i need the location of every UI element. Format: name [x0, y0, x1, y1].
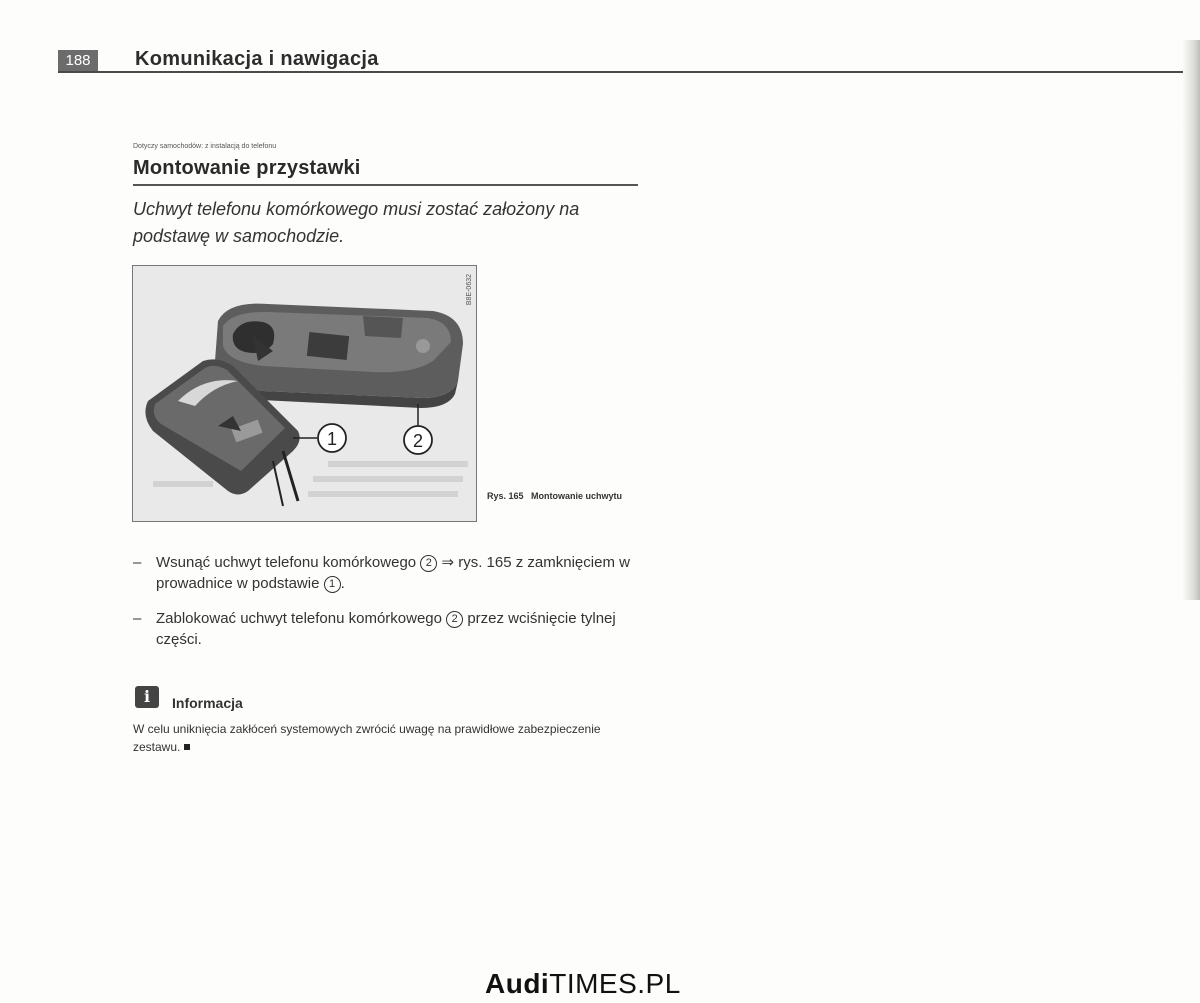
end-of-section-mark: [184, 744, 190, 750]
page-edge-shadow: [1182, 40, 1200, 600]
chapter-title: Komunikacja i nawigacja: [135, 48, 379, 70]
figure-phone-holder: [132, 265, 477, 522]
page-number: 188: [58, 50, 98, 71]
step-item: [133, 552, 643, 594]
step-dash: –: [133, 554, 142, 571]
reference-circle: 1: [324, 576, 341, 593]
section-title: Montowanie przystawki: [133, 157, 361, 179]
brand-bold: Audi: [485, 968, 550, 999]
step-text: Zablokować uchwyt telefonu komórkowego: [156, 610, 442, 627]
header-divider: [58, 71, 1183, 73]
callout-2-label: 2: [412, 431, 424, 451]
figure-caption: [487, 490, 637, 502]
caption-label: Rys. 165: [487, 491, 524, 501]
step-text: ⇒ rys. 165 z zamknięciem w prowadnice w podstawie: [156, 554, 630, 592]
step-text: Wsunąć uchwyt telefonu komórkowego: [156, 554, 417, 571]
info-body: W celu uniknięcia zakłóceń systemowych zwrócić uwagę na prawidłowe zabezpieczenie zestawu.: [133, 722, 601, 754]
step-item: [133, 608, 643, 650]
info-icon: i: [135, 686, 159, 708]
phone-holder-illustration: [133, 266, 476, 521]
figure-code: B8E-0632: [466, 274, 473, 306]
footer-brand: [485, 968, 681, 1000]
step-dash: –: [133, 610, 142, 627]
applies-to-note: Dotyczy samochodów: z instalacją do telefonu: [133, 143, 277, 150]
caption-text: Montowanie uchwytu: [531, 491, 623, 501]
callout-1-label: 1: [326, 429, 338, 449]
info-title: Informacja: [172, 695, 243, 711]
step-text: .: [340, 575, 345, 592]
instruction-steps: [133, 552, 643, 664]
reference-circle: 2: [420, 555, 437, 572]
reference-circle: 2: [446, 611, 463, 628]
step-text: przez wciśnięcie tylnej części.: [156, 610, 616, 648]
brand-light: TIMES.PL: [549, 968, 681, 999]
intro-text: Uchwyt telefonu komórkowego musi zostać założony na podstawę w samochodzie.: [133, 199, 580, 246]
section-divider: [133, 184, 638, 186]
info-text: [133, 720, 603, 756]
